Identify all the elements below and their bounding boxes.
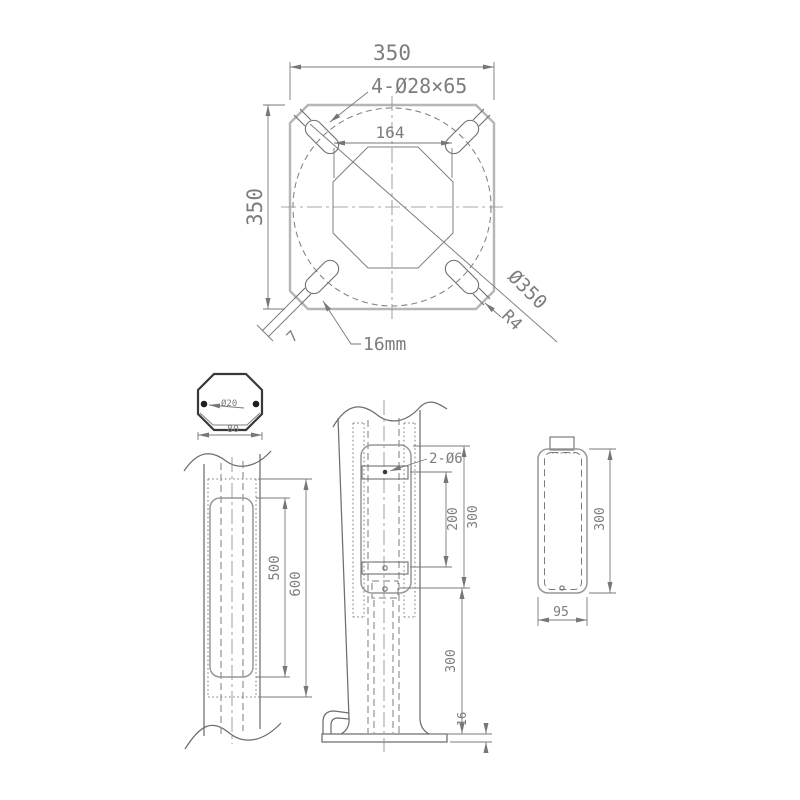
break-line-top xyxy=(184,451,271,471)
label-bolt-circle: Ø350 xyxy=(503,265,552,314)
dim-across-flats xyxy=(198,424,262,440)
hidden-latch-box xyxy=(372,581,398,598)
dim-plate-height xyxy=(243,105,285,309)
pole-elevation-left xyxy=(184,451,312,749)
door-body xyxy=(538,449,587,593)
dim-door-side-height xyxy=(589,449,616,593)
dim-base-plate-thickness xyxy=(450,712,492,750)
door-bottom-hole xyxy=(383,566,387,570)
pole-elevation-front xyxy=(322,400,492,752)
dim-text-base-plate-thickness: 16 xyxy=(455,711,469,727)
label-text-section-hole: Ø20 xyxy=(221,399,238,409)
dim-text-plate-width: 350 xyxy=(373,41,411,65)
label-corner-radius xyxy=(485,303,526,335)
door-panel-left-view xyxy=(210,498,253,677)
label-screw-holes xyxy=(390,451,463,471)
dim-text-plate-height: 350 xyxy=(243,188,267,226)
door-top-hole xyxy=(383,470,388,475)
dim-hole-spacing xyxy=(410,472,461,567)
label-text-corner-slots: 4-Ø28×65 xyxy=(371,74,468,98)
door-tab xyxy=(550,437,574,450)
dim-text-door-side-width: 95 xyxy=(553,605,569,620)
dim-door-height-left xyxy=(256,498,290,677)
dim-text-door-side-height: 300 xyxy=(593,507,608,531)
label-section-hole xyxy=(209,398,244,409)
section-hole-right xyxy=(253,401,260,408)
dim-text-opening-width: 164 xyxy=(375,123,405,142)
corner-slot-bottom-left xyxy=(294,257,342,305)
door-panel-side-view xyxy=(538,437,616,626)
pole-edge-front-right xyxy=(420,410,429,734)
octagon-opening xyxy=(333,147,453,268)
label-text-screw-holes: 2-Ø6 xyxy=(429,451,463,467)
pole-edge-front-left xyxy=(338,418,349,734)
dim-slot-open-width xyxy=(257,299,302,346)
corner-slot-top-left xyxy=(294,109,342,157)
base-plate-top-view xyxy=(243,41,557,355)
latch-hole xyxy=(383,587,387,591)
dim-text-slot-open-width: 7 xyxy=(282,326,303,347)
break-line-bottom xyxy=(185,723,281,749)
label-corner-slots xyxy=(330,74,467,122)
door-inner-dashed xyxy=(545,453,582,590)
hidden-edges-front xyxy=(368,418,399,733)
label-text-plate-thickness: 16mm xyxy=(363,334,407,355)
label-text-corner-radius: R4 xyxy=(497,306,526,335)
corner-slot-bottom-right xyxy=(442,257,490,305)
base-plate-front xyxy=(322,734,447,742)
pole-section-detail xyxy=(198,374,262,440)
section-hole-left xyxy=(201,401,208,408)
dim-text-base-section-height: 300 xyxy=(444,649,459,673)
dim-door-side-width xyxy=(538,597,587,626)
dim-text-door-height-front: 300 xyxy=(466,505,481,529)
dim-text-door-height-left: 500 xyxy=(267,555,283,581)
dim-text-opening-height-left: 600 xyxy=(288,571,304,597)
corner-slot-top-right xyxy=(442,109,490,157)
door-bottom-bracket xyxy=(362,562,408,574)
dim-text-hole-spacing: 200 xyxy=(446,507,461,531)
break-line-front xyxy=(333,402,447,427)
dim-text-across-flats: 80 xyxy=(226,424,240,435)
dim-opening-width xyxy=(334,123,452,178)
